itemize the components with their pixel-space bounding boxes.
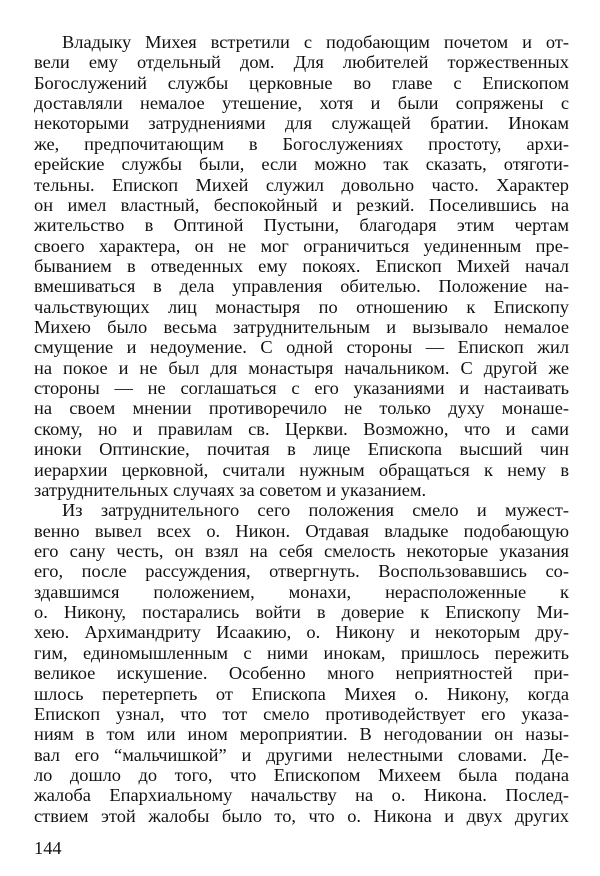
text-line: затруднительных случаях за советом и указанием. bbox=[34, 479, 427, 500]
page-number: 144 bbox=[34, 838, 62, 858]
text-line: жительство в Оптиной Пустыни, благодаря этим чертам bbox=[34, 215, 569, 236]
text-line: его, после рассуждения, отвергнуть. Воспользовавшись со- bbox=[34, 561, 569, 582]
text-line: он имел властный, беспокойный и резкий. Поселившись на bbox=[34, 194, 569, 215]
text-line: жалоба Епархиальному начальству на о. Никона. Послед- bbox=[34, 785, 569, 806]
text-line: ерейские службы были, если можно так сказать, отяготи- bbox=[34, 154, 569, 175]
text-line: иерархии церковной, считали нужным обращаться к нему в bbox=[34, 459, 569, 480]
text-line: Владыку Михея встретили с подобающим почетом и от- bbox=[62, 32, 569, 52]
text-line: вели ему отдельный дом. Для любителей торжественных bbox=[34, 52, 569, 73]
text-line: Из затруднительного сего положения смело и мужест- bbox=[62, 500, 569, 521]
text-line: великое искушение. Особенно много неприятностей при- bbox=[34, 663, 569, 684]
text-line: ствием этой жалобы было то, что о. Никона и двух других bbox=[34, 805, 569, 826]
text-line: вал его “мальчишкой” и другими нелестными словами. Де- bbox=[34, 744, 569, 765]
text-line: иноки Оптинские, почитая в лице Епископа высший чин bbox=[34, 439, 569, 460]
text-line: Михею было весьма затруднительным и вызывало немалое bbox=[34, 317, 569, 338]
text-line: венно вывел всех о. Никон. Отдавая владыке подобающую bbox=[34, 520, 569, 541]
text-line: Богослужений службы церковные во главе с Епископом bbox=[34, 72, 569, 93]
text-line: скому, но и правилам св. Церкви. Возможно, что и сами bbox=[34, 418, 569, 439]
text-line: быванием в отведенных ему покоях. Епископ Михей начал bbox=[34, 255, 569, 276]
text-line: хею. Архимандриту Исаакию, о. Никону и некоторым дру- bbox=[34, 622, 569, 643]
text-line: своего характера, он не мог ограничиться уединенным пре- bbox=[34, 235, 569, 256]
paragraph bbox=[34, 32, 569, 500]
text-line: стороны — не соглашаться с его указаниями и настаивать bbox=[34, 378, 569, 399]
body-text bbox=[34, 32, 569, 826]
text-line: вмешиваться в дела управления обителью. Положение на- bbox=[34, 276, 569, 297]
text-line: о. Никону, постарались войти в доверие к Епископу Ми- bbox=[34, 602, 569, 623]
text-line: ло дошло до того, что Епископом Михеем была подана bbox=[34, 764, 569, 785]
text-line: гим, единомышленным с ними инокам, пришлось пережить bbox=[34, 642, 569, 663]
paragraph bbox=[34, 500, 569, 826]
text-line: смущение и недоумение. С одной стороны — Епископ жил bbox=[34, 337, 569, 358]
text-line: тельны. Епископ Михей служил довольно часто. Характер bbox=[34, 174, 569, 195]
text-line: чальствующих лиц монастыря по отношению к Епископу bbox=[34, 296, 569, 317]
text-line: шлось перетерпеть от Епископа Михея о. Никону, когда bbox=[34, 683, 569, 704]
text-line: его сану честь, он взял на себя смелость некоторые указания bbox=[34, 540, 569, 561]
text-line: доставляли немалое утешение, хотя и были сопряжены с bbox=[34, 93, 569, 114]
text-line: некоторыми затруднениями для служащей братии. Инокам bbox=[34, 113, 569, 134]
text-line: на покое и не был для монастыря начальником. С другой же bbox=[34, 357, 569, 378]
text-line: на своем мнении противоречило не только духу монаше- bbox=[34, 398, 569, 419]
text-line: ниям в том или ином мероприятии. В негодовании он назы- bbox=[34, 724, 569, 745]
text-line: здавшимся положением, монахи, нерасположенные к bbox=[34, 581, 569, 602]
text-line: Епископ узнал, что тот смело противодействует его указа- bbox=[34, 703, 569, 724]
text-line: же, предпочитающим в Богослужениях простоту, архи- bbox=[34, 133, 569, 154]
